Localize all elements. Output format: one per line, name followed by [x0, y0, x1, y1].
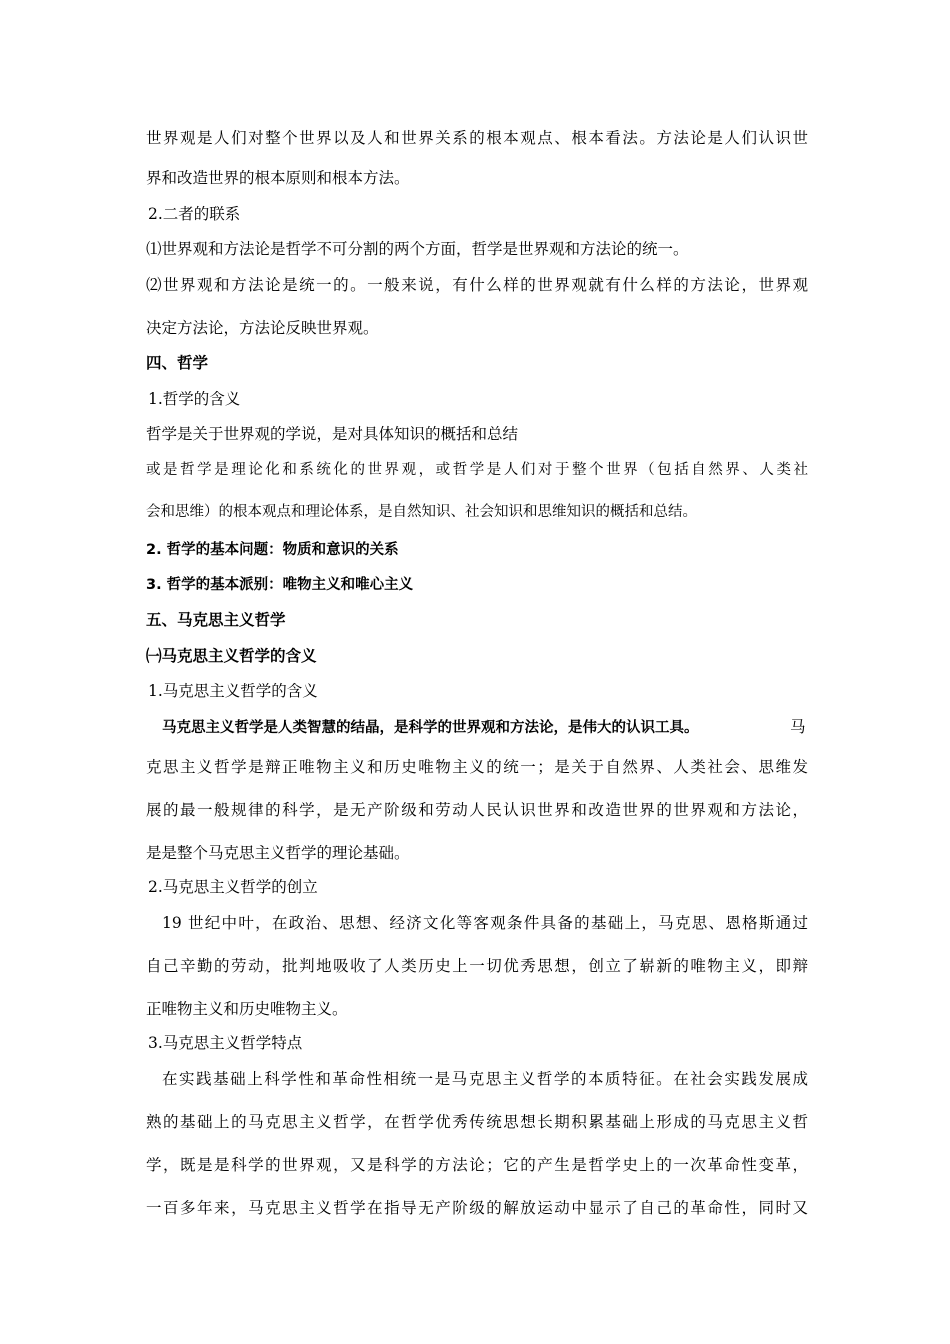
paragraph-line: 哲学是关于世界观的学说，是对具体知识的概括和总结: [146, 425, 519, 443]
paragraph-line: 熟的基础上的马克思主义哲学，在哲学优秀传统思想长期积累基础上形成的马克思主义哲: [146, 1113, 808, 1131]
paragraph-line: 是是整个马克思主义哲学的理论基础。: [146, 844, 410, 862]
paragraph-line: 一百多年来，马克思主义哲学在指导无产阶级的解放运动中显示了自己的革命性，同时又: [146, 1199, 808, 1217]
paragraph-line: 在实践基础上科学性和革命性相统一是马克思主义哲学的本质特征。在社会实践发展成: [162, 1070, 808, 1088]
paragraph-line: 自己辛勤的劳动，批判地吸收了人类历史上一切优秀思想，创立了崭新的唯物主义，即辩: [146, 957, 808, 975]
subheading: 2.二者的联系: [148, 205, 241, 223]
subsection-heading: ㈠马克思主义哲学的含义: [146, 646, 317, 665]
paragraph-line: 会和思维）的根本观点和理论体系，是自然知识、社会知识和思维知识的概括和总结。: [146, 504, 697, 520]
subheading: 3.马克思主义哲学特点: [148, 1034, 303, 1052]
paragraph-line: 世界观是人们对整个世界以及人和世界关系的根本观点、根本看法。方法论是人们认识世: [146, 129, 808, 147]
paragraph-line: 正唯物主义和历史唯物主义。: [146, 1000, 348, 1018]
paragraph-line: ⑵世界观和方法论是统一的。一般来说，有什么样的世界观就有什么样的方法论，世界观: [146, 276, 808, 294]
paragraph-line: 界和改造世界的根本原则和根本方法。: [146, 169, 410, 187]
subheading: 1.哲学的含义: [148, 390, 241, 408]
paragraph-line: 克思主义哲学是辩正唯物主义和历史唯物主义的统一；是关于自然界、人类社会、思维发: [146, 758, 808, 776]
paragraph-line: 或是哲学是理论化和系统化的世界观，或哲学是人们对于整个世界（包括自然界、人类社: [146, 462, 808, 478]
paragraph-line: 学，既是是科学的世界观，又是科学的方法论；它的产生是哲学史上的一次革命性变革，: [146, 1156, 808, 1174]
subheading: 1.马克思主义哲学的含义: [148, 682, 318, 700]
bold-statement: 马克思主义哲学是人类智慧的结晶，是科学的世界观和方法论，是伟大的认识工具。: [162, 720, 699, 736]
paragraph-line: 展的最一般规律的科学，是无产阶级和劳动人民认识世界和改造世界的世界观和方法论，: [146, 801, 808, 819]
paragraph-line: 决定方法论，方法论反映世界观。: [146, 319, 379, 337]
paragraph-line: 19 世纪中叶，在政治、思想、经济文化等客观条件具备的基础上，马克思、恩格斯通过: [162, 914, 808, 932]
paragraph-line: 马: [790, 718, 806, 736]
bold-point: 2. 哲学的基本问题：物质和意识的关系: [146, 542, 399, 558]
paragraph-line: ⑴世界观和方法论是哲学不可分割的两个方面，哲学是世界观和方法论的统一。: [146, 240, 689, 258]
section-heading: 四、哲学: [146, 353, 209, 372]
subheading: 2.马克思主义哲学的创立: [148, 878, 318, 896]
bold-point: 3. 哲学的基本派别：唯物主义和唯心主义: [146, 577, 414, 593]
section-heading: 五、马克思主义哲学: [146, 610, 286, 629]
